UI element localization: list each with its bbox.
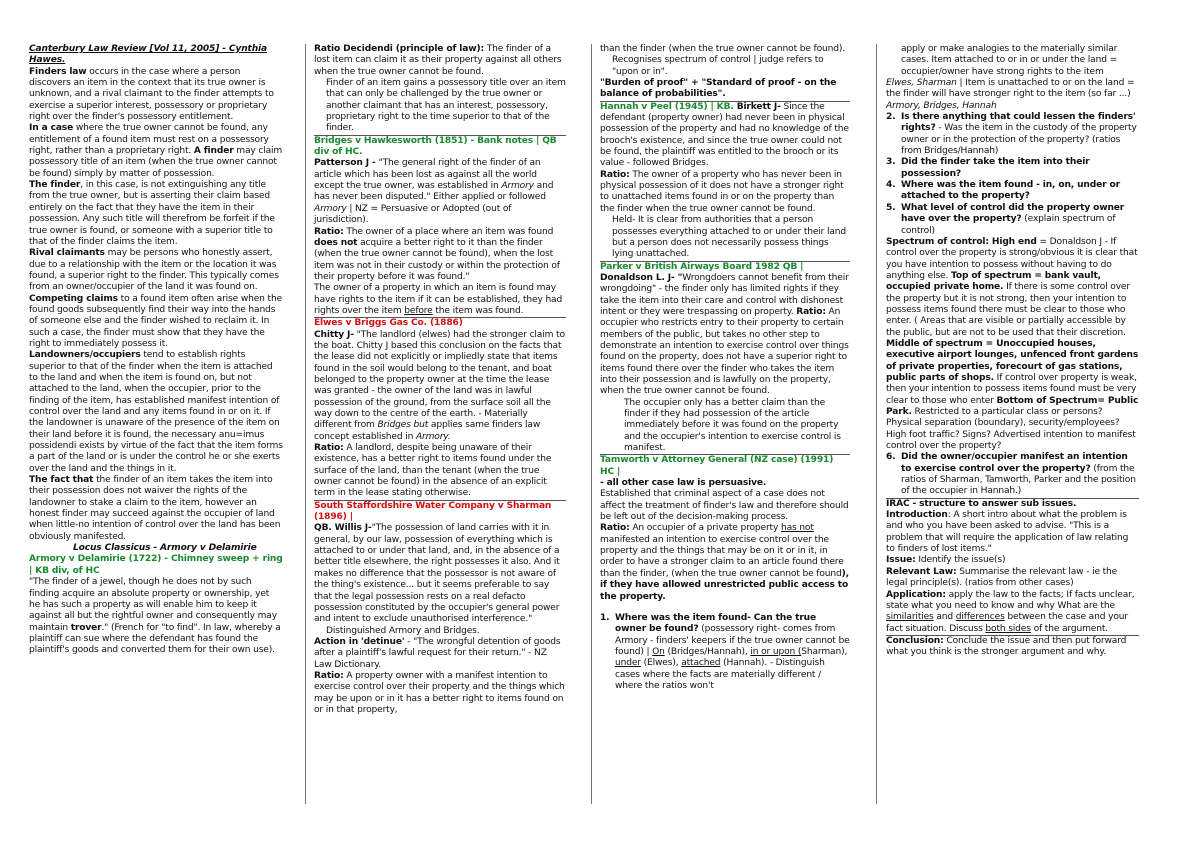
paragraph: [29, 180, 283, 248]
text-run: Armory: [501, 181, 534, 192]
text-run: may be persons who honestly assert, due to a relationship with the item or the location it was found, a superior right to the finder. This typically comes from an owner/occupier of the land it was found on.: [29, 248, 279, 293]
text-run: under: [615, 658, 641, 669]
paragraph: [600, 523, 850, 602]
text-run: (from the ratios of Sharman, Tamworth, Parker and the position of the occupier in Hannah.): [901, 463, 1136, 497]
paragraph: [886, 636, 1139, 659]
text-run: tend to establish rights superior to that of the finder when the item is attached to the land and when the item is found on, but not attached to the land, when the occupier, prior to the finding of the item, has established manifest intention of control over the land and any items found in or on it. If the landowner is unaware of the presence of the item on their land before it is found, the necessary anu=imus possidendi exists by virtue of the fact that the item forms a part of the land or is under the control he or she exerts over the land and the things in it.: [29, 350, 283, 474]
text-run: A finder: [193, 146, 234, 157]
text-run: The owner of a property who has never been in physical possession of it does not have a stronger right to unattached items found in or on the property than the finder when the true owner cannot be found.: [600, 169, 844, 214]
text-run: occurs in the case where a person discovers an item in the context that its true owner is unknown, and a rival claimant to the finder attempts to exercise a superior interest, possessory or proprietary right over the finder's possessory entitlement.: [29, 66, 274, 123]
paragraph: [314, 283, 566, 317]
text-run: Ratio:: [600, 523, 630, 534]
column-1: [29, 44, 283, 657]
text-run: trover: [70, 622, 102, 633]
question-text: [901, 203, 1139, 237]
text-run: Top of spectrum = bank vault, occupied private home.: [886, 270, 1101, 293]
text-run: Issue:: [886, 555, 916, 566]
text-run: may claim possessory title of an item (when the true owner cannot be found) simply by matter of possession.: [29, 146, 283, 179]
text-run: QB. Willis J-: [314, 523, 372, 534]
paragraph: - all other case law is persuasive.: [600, 478, 767, 489]
text-run: Ratio Decidendi (principle of law):: [314, 44, 484, 54]
text-run: Finders law: [29, 66, 87, 77]
paragraph: "Burden of proof" + "Standard of proof - on the balance of probabilities".: [600, 78, 837, 100]
column-divider: [591, 44, 592, 804]
text-run: (Elwes),: [640, 658, 682, 669]
text-run: acquire a better right to it than the finder (when the true owner cannot be found), when the lost item was not in their custody or within the protection of their property before it was found.": [314, 237, 560, 282]
text-run: A property owner with a manifest intention to exercise control over their property and the things which may be upon or in it has a better right to items found on or in that property,: [314, 670, 565, 715]
text-run: | NZ = Persuasive or Adopted (out of jurisdiction).: [314, 203, 512, 226]
text-run: Conclude the issue and then put forward what you think is the stronger argument and why.: [886, 635, 1127, 658]
paragraph: [886, 157, 1139, 180]
text-run: - "The wrongful detention of goods after a plaintiff's lawful request for their return." - NZ Law Dictionary.: [314, 636, 561, 670]
paragraph: [314, 637, 566, 671]
text-run: The finder: [29, 180, 81, 191]
text-run: Hannah v Peel (1945) | KB.: [600, 101, 734, 112]
paragraph: [314, 330, 566, 443]
paragraph: [29, 248, 283, 293]
paragraph: [886, 452, 1139, 497]
paragraph: IRAC - structure to answer sub issues.: [886, 498, 1077, 509]
text-run: attached: [681, 658, 721, 669]
text-run: In a case: [29, 123, 74, 134]
text-run: What level of control did the property owner have over the property?: [901, 202, 1125, 225]
text-run: the item was found.: [432, 305, 524, 316]
paragraph: [314, 158, 566, 226]
text-run: manifested an intention to exercise control over the property and the things that may be on it or in it, in order to have a stronger claim to an article found there than the finder, (when the true owner cannot be found: [600, 534, 844, 579]
text-run: Ratio:: [314, 670, 344, 681]
column-3: [600, 44, 850, 692]
paragraph: Elwes v Briggs Gas Co. (1886): [314, 318, 463, 329]
text-run: Chitty J-: [314, 329, 354, 340]
text-run: Since the defendant (property owner) had never been in physical possession of the property and had no knowledge of the brooch's existence, and since the true owner could not be found, the plaintiff was entitled to the brooch or its value - followed Bridges.: [600, 101, 849, 169]
text-run: Ratio:: [314, 226, 344, 237]
paragraph: [886, 510, 1139, 555]
paragraph: Finder of an item gains a possessory title over an item that can only be challenged by the true owner or another claimant that has an interest, possessory, proprietary right to the time superior to that of the finder.: [326, 78, 566, 134]
paragraph: Distinguished Armory and Bridges.: [326, 625, 480, 636]
text-run: Action in 'detinue': [314, 636, 405, 647]
paragraph: [886, 555, 1139, 566]
text-run: (Bridges/Hannah),: [664, 646, 751, 657]
question-number: 2.: [886, 112, 896, 123]
paragraph: [314, 443, 566, 500]
text-run: Landowners/occupiers: [29, 350, 141, 361]
text-run: An occupier who restricts entry to their property to certain members of the public, but takes no other step to demonstrate an intention to exercise control over things found on the property, does not have a superior right to items found there over the finder who takes the item into their possession and is lawfully on the property, when the true owner cannot be found.: [600, 306, 849, 397]
paragraph: [314, 671, 566, 716]
paragraph: Armory v Delamirie (1722) - Chimney sweep + ring: [29, 554, 283, 565]
paragraph: than the finder (when the true owner cannot be found).: [600, 44, 845, 54]
text-run: Ratio:: [796, 306, 826, 317]
paragraph: [600, 170, 850, 215]
text-run: "The general right of the finder of an article which has been lost as against all the world except the true owner, was established in: [314, 158, 541, 192]
text-run: Bottom of Spectrum= Public Park.: [886, 395, 1139, 417]
paragraph: [886, 112, 1139, 157]
text-run: , in this case, is not extinguishing any title from the true owner, but is asserting their claim based entirely on the fact that they have the item in their possession. Any such title will therefrom be forfeit if the true owner is found, or someone with a superior title to that of the finder claims the item.: [29, 180, 275, 247]
text-run: Ratio:: [314, 443, 344, 454]
paragraph: [29, 577, 283, 656]
text-run: Elwes, Sharman: [886, 78, 957, 89]
paragraph: [886, 78, 1139, 112]
text-run: Wrongdoers cannot benefit from their wrongdoing" - the finder only has limited rights if they take the item into their care and control with dishonest intent or they were trespassing on property.: [600, 272, 849, 317]
text-run: "The possession of land carries with it in general, by our law, possession of everything which is attached to or under that land, and, in the absence of a better title elsewhere, the right possesses it also. And it makes no difference that the possessor is not aware of the thing's existence... but it seems preferable to say that the legal possession rests on a real defacto possession constituted by the occupier's general power and intent to exclude unauthorised interference.": [314, 523, 560, 625]
question-text: [615, 613, 850, 692]
text-run: of the argument.: [1030, 623, 1109, 634]
question-number: 3.: [886, 157, 896, 168]
paragraph: Canterbury Law Review [Vol 11, 2005] - Cynthia Hawes.: [29, 44, 268, 66]
text-run: in or upon (: [750, 646, 802, 657]
text-run: (explain spectrum of control): [901, 214, 1116, 236]
paragraph: [886, 567, 1139, 590]
paragraph: Parker v British Airways Board 1982 QB |: [600, 261, 804, 272]
text-run: Patterson J -: [314, 158, 379, 169]
paragraph: [29, 123, 283, 180]
text-run: : A short intro about what the problem is and who you have been asked to advise. "This is a problem that will require the application of law relating to finders of lost items.": [886, 510, 1129, 555]
paragraph: [600, 613, 850, 692]
column-divider: [305, 44, 306, 804]
text-run: | Item is unattached to or on the land = the finder will have stronger right to the item (so far ...): [886, 78, 1135, 100]
text-run: The finder of a lost item can claim it as their property against all others when the true owner cannot be found.: [314, 44, 562, 77]
text-run: Bridges but: [377, 420, 429, 431]
text-run: to a found item often arise when the found goods subsequently find their way into the hands of someone else and the finder wished to reclaim it. In such a case, the finder must show that they have the right to immediately possess it.: [29, 293, 283, 349]
text-run: applies same finders law concept established in: [314, 420, 541, 442]
text-run: Relevant Law:: [886, 566, 957, 577]
text-run: ." (French for "to find". In law, whereby a plaintiff can sue where the defendant has found the plaintiff's goods and converted them for their own use).: [29, 622, 281, 656]
text-run: Application:: [886, 589, 946, 600]
text-run: (Hannah). - Distinguish cases where the facts are materially different / where the ratios won't: [615, 658, 825, 691]
text-run: Armory: [314, 203, 347, 214]
text-run: Did the owner/occupier manifest an intention to exercise control over the property?: [901, 452, 1128, 474]
paragraph: [29, 294, 283, 351]
text-run: where the true owner cannot be found, any entitlement of a found item must rest on a possessory right, rather than a proprietary right.: [29, 123, 269, 157]
text-run: - Was the item in the custody of the property owner or in the protection of the property? (ratios from Bridges/Hannah): [901, 123, 1137, 157]
text-run: A landlord, despite being unaware of their existence, has a better right to items found under the surface of the land, than the tenant (when the true owner cannot be found) in the absence of an explicit term in the lease stating otherwise.: [314, 443, 552, 499]
text-run: "The landlord (elwes) had the stronger claim to the boat. Chitty J based this conclusion on the facts that the lease did not explicitly or impliedly state that items found in the soil would belong to the tenant, and boat belonged to the property owner at the time the lease was granted - the owner of the land was in lawful possession of the ground, from the surface soil all the way down to the centre of the earth. - Materially different from: [314, 329, 565, 431]
text-run: If there is some control over the property but it is not strong, then your intention to possess items found there must be clear to those who enter. ( Areas that are visible or partially accessible by the public, but are not to be used that their discretion.: [886, 282, 1130, 338]
text-run: apply the law to the facts; If facts unclear, state what you need to know and why What are the: [886, 589, 1135, 611]
paragraph: [314, 523, 566, 625]
text-run: Did the finder take the item into their possession?: [901, 157, 1090, 179]
paragraph: Recognises spectrum of control | judge refers to "upon or in".: [612, 55, 824, 77]
text-run: Where was the item found- Can the true owner be found?: [615, 612, 817, 635]
paragraph: | KB div, of HC: [29, 565, 100, 576]
text-run: and: [933, 612, 956, 623]
text-run: Spectrum of control: High end: [886, 236, 1037, 247]
spacer: [600, 603, 850, 613]
paragraph: [886, 203, 1139, 237]
paragraph: [600, 273, 850, 398]
text-run: If control over property is weak, then your intention to possess items found must be very clear to those who enter: [886, 372, 1137, 406]
text-run: "The finder of a jewel, though he does not by such finding acquire an absolute property or ownership, yet he has such a property as will enable him to keep it against all but the rightful owner and consequently may maintain: [29, 577, 277, 633]
paragraph: [29, 350, 283, 475]
text-run: The owner of a place where an item was found: [343, 226, 554, 237]
paragraph: [29, 67, 283, 124]
text-run: the finder of an item takes the item into their possession does not waiver the rights of the landowner to stake a claim to the item, however an honest finder may succeed against the occupier of land when little-no intention of control over the land has been obviously manifested.: [29, 475, 281, 542]
text-run: differences: [955, 612, 1005, 623]
paragraph: [886, 180, 1139, 203]
paragraph: Bridges v Hawkesworth (1851) - Bank notes | QB div of HC.: [314, 135, 557, 158]
text-run: Armory.: [415, 431, 451, 442]
text-run: (possessory right- comes from Armory - finders' keepers if the true owner cannot be found) |: [615, 624, 850, 657]
question-number: 5.: [886, 202, 896, 213]
text-run: Summarise the relevant law - ie the legal principle(s). (ratios from other cases): [886, 566, 1118, 589]
paragraph: Established that criminal aspect of a case does not affect the treatment of finder's law and therefore should be left out of the decision-making process.: [600, 489, 849, 523]
paragraph: Held- It is clear from authorities that a person possesses everything attached to or under their land but a person does not necessarily possess things lying unattached.: [612, 215, 847, 260]
text-run: Ratio:: [600, 169, 630, 180]
text-run: Where was the item found - in, on, under or attached to the property?: [901, 180, 1120, 202]
text-run: Middle of spectrum = Unoccupied houses, executive airport lounges, unfenced front gardens of private properties, forecourt of gas stations, public parts of shops.: [886, 338, 1139, 383]
paragraph: [886, 237, 1139, 453]
question-number: 1.: [600, 612, 610, 623]
paragraph: [29, 475, 283, 543]
text-run: The owner of a property in which an item is found may have rights to the item if it can be established, they had rights over the item: [314, 283, 563, 316]
paragraph: Locus Classicus - Armory v Delamirie: [73, 543, 257, 554]
question-text: [901, 180, 1139, 203]
paragraph: [886, 590, 1139, 635]
text-run: before: [404, 305, 433, 316]
text-run: Armory, Bridges, Hannah: [886, 100, 997, 111]
text-run: Birkett J-: [733, 101, 781, 112]
paragraph: South Staffordshire Water Company v Sharman (1896) |: [314, 500, 552, 523]
text-run: between the case and your fact situation. Discuss: [886, 612, 1128, 634]
text-run: Is there anything that could lessen the finders' rights?: [901, 112, 1136, 134]
paragraph: The occupier only has a better claim than the finder if they had possession of the article immediately before it was found on the property and the occupier's intention to exercise control is manifest.: [624, 397, 841, 454]
paragraph: Tamworth v Attorney General (NZ case) (1991) HC |: [600, 455, 834, 477]
question-text: [901, 452, 1139, 497]
text-run: The fact that: [29, 475, 94, 486]
text-run: similarities: [886, 612, 934, 623]
text-run: and has never been disputed." Either applied or followed: [314, 181, 554, 203]
question-text: [901, 112, 1139, 157]
text-run: = Donaldson J - If control over the property is strong/obvious it is clear that you have intention to possess without having to do anything else.: [886, 236, 1138, 281]
column-divider: [876, 44, 877, 804]
question-number: 4.: [886, 180, 896, 191]
question-text: [901, 157, 1139, 180]
text-run: Rival claimants: [29, 248, 105, 259]
text-run: Donaldson L. J- ": [600, 272, 683, 283]
text-run: Competing claims: [29, 293, 118, 304]
text-run: On: [652, 646, 665, 657]
text-run: Sharman),: [801, 646, 848, 657]
column-2: [314, 44, 566, 716]
text-run: Identify the issue(s): [915, 555, 1006, 566]
text-run: An occupier of a private property: [629, 523, 781, 534]
text-run: Restricted to a particular class or persons? Physical separation (boundary), security/employees? High foot traffic? Signs? Advertised intention to manifest control over the property?: [886, 407, 1136, 452]
paragraph: [314, 227, 566, 284]
text-run: has not: [780, 523, 814, 534]
text-run: Introduction: [886, 510, 948, 521]
paragraph: [314, 44, 566, 78]
text-run: Conclusion:: [886, 635, 944, 646]
paragraph: [600, 102, 850, 170]
text-run: both sides: [985, 623, 1031, 634]
paragraph: apply or make analogies to the materially similar cases. Item attached to or in or under the land = occupier/owner have strong rights to the item: [901, 44, 1118, 77]
text-run: does not: [314, 237, 358, 248]
question-number: 6.: [886, 452, 896, 463]
column-4: [886, 44, 1139, 659]
text-run: ), if they have allowed unrestricted public access to the property.: [600, 568, 849, 602]
